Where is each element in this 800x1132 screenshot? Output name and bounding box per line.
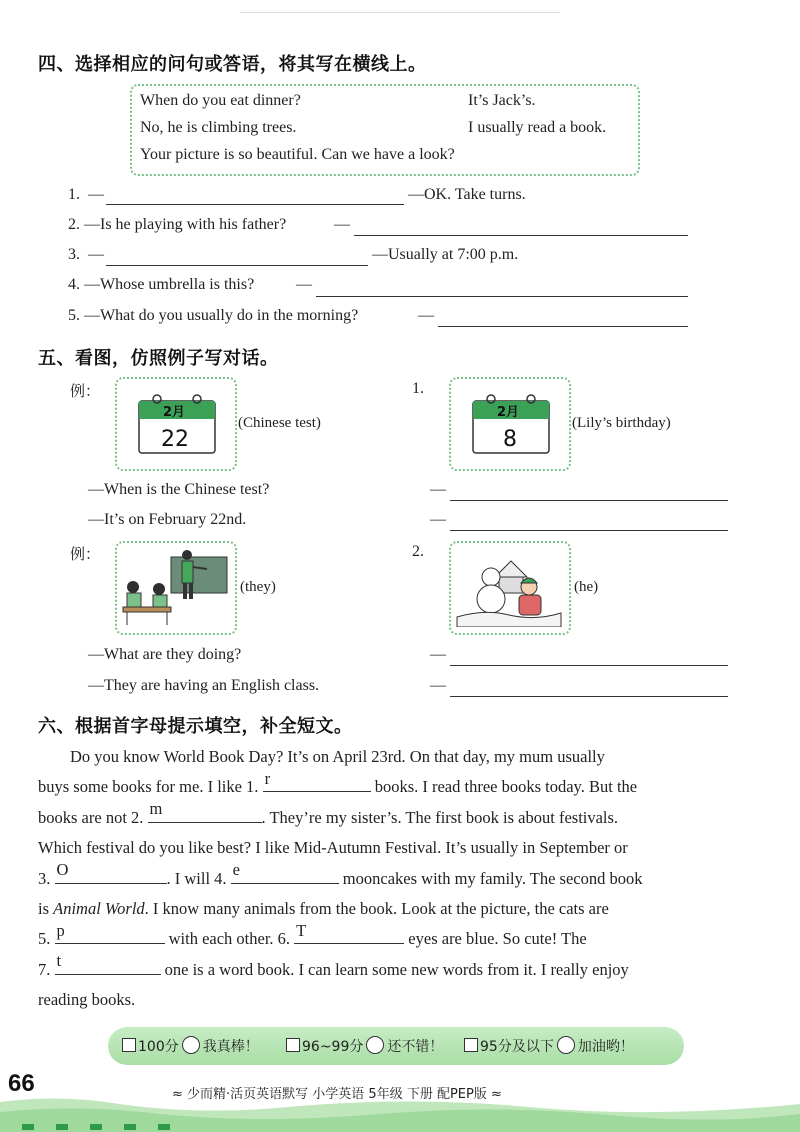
question2-picture-box [449,541,571,635]
q4-text: 4. —Whose umbrella is this? [68,276,255,293]
self-assessment-bar [108,1027,684,1065]
blank-7[interactable] [55,951,161,975]
q5-answer-line[interactable] [438,326,688,327]
passage-text: books. I read three books today. But the [374,777,638,797]
passage-text: mooncakes with my family. The second book [342,868,643,888]
section5-title: 五、看图，仿照例子写对话。 [38,348,279,369]
q3-answer-line[interactable] [106,265,368,266]
question1-month: 2月 [497,405,520,420]
option-3: No, he is climbing trees. [140,119,297,136]
option-2: It’s Jack’s. [468,92,536,109]
blank-6-hint: T [296,920,307,940]
passage-text: 5. [38,929,51,949]
score-checkbox-1[interactable] [122,1038,136,1052]
q1-dash: — [88,186,104,203]
answer2b-line[interactable] [450,696,728,697]
option-1: When do you eat dinner? [140,92,301,109]
blank-1[interactable] [263,768,371,792]
page-number: 66 [8,1070,35,1097]
passage-line-7 [38,920,730,954]
example2-question: —What are they doing? [88,646,242,663]
cheer-face-icon [557,1036,575,1054]
score-option-2 [286,1036,443,1056]
passage-line-2 [38,768,730,802]
q2-text: 2. —Is he playing with his father? [68,216,287,233]
q5-dash: — [418,307,434,324]
example2-answer: —They are having an English class. [88,677,320,694]
passage-line-9: reading books. [38,990,136,1010]
passage-line-1: Do you know World Book Day? It’s on April 23rd. On that day, my mum usually [70,747,605,766]
option-5: Your picture is so beautiful. Can we have a look? [140,146,455,163]
passage-text: . I will 4. [166,868,227,888]
passage-text: is [38,898,50,918]
score-2-label: 96~99分 [302,1039,364,1055]
answer2a-line[interactable] [450,665,728,666]
passage-text: eyes are blue. So cute! The [408,929,587,949]
question1-label: 1. [412,380,424,397]
q4-dash: — [296,276,312,293]
blank-1-hint: r [264,768,271,788]
passage [38,742,730,1016]
question2-caption: (he) [574,579,599,595]
passage-line-4: Which festival do you like best? I like Mid-Autumn Festival. It’s usually in September or [38,838,628,858]
q4-answer-line[interactable] [316,296,688,297]
passage-line-6 [38,894,730,924]
passage-text: one is a word book. I can learn some new words from it. I really enjoy [164,959,629,979]
answer2a-dash: — [430,646,446,663]
answer1a-line[interactable] [450,500,728,501]
q5-text: 5. —What do you usually do in the morning? [68,307,359,324]
score-1-label: 100分 [138,1039,179,1055]
example1-day: 22 [161,427,189,452]
blank-2-hint: m [149,799,163,819]
q3-response: —Usually at 7:00 p.m. [372,246,519,263]
smile-icon [182,1036,200,1054]
answer2b-dash: — [430,677,446,694]
section4-title: 四、选择相应的问句或答语，将其写在横线上。 [38,54,427,75]
passage-line-5 [38,860,730,894]
example1-caption: (Chinese test) [238,415,321,431]
blank-2[interactable] [148,799,262,823]
example2-caption: (they) [240,579,276,595]
q3-dash: — [88,246,104,263]
blank-4-hint: e [232,860,240,880]
answer1b-dash: — [430,511,446,528]
passage-text: . They’re my sister’s. The first book is about festivals. [261,807,619,827]
answer1a-dash: — [430,481,446,498]
example1-month: 2月 [163,405,186,420]
example1-picture-box [115,377,237,471]
example1-label: 例： [70,382,101,400]
q1-number: 1. [68,186,80,203]
score-option-3 [464,1036,634,1056]
score-checkbox-3[interactable] [464,1038,478,1052]
passage-text: books are not 2. [38,807,144,827]
example1-question: —When is the Chinese test? [88,481,270,498]
option-4: I usually read a book. [468,119,607,136]
blank-7-hint: t [56,951,62,971]
passage-text: buys some books for me. I like 1. [38,777,259,797]
section6-title: 六、根据首字母提示填空，补全短文。 [38,716,353,737]
q2-answer-line[interactable] [354,235,688,236]
answer1b-line[interactable] [450,530,728,531]
score-1-praise: 我真棒！ [202,1039,259,1055]
passage-text: with each other. 6. [168,929,291,949]
score-2-praise: 还不错！ [387,1039,444,1055]
book-title: Animal World [53,898,145,918]
blank-5[interactable] [55,920,165,944]
blank-5-hint: p [56,920,65,940]
q1-response: —OK. Take turns. [408,186,526,203]
question1-picture-box [449,377,571,471]
question1-day: 8 [503,427,517,452]
options-box [130,84,640,176]
passage-text: . I know many animals from the book. Look at the picture, the cats are [144,898,609,918]
question1-caption: (Lily’s birthday) [572,415,671,431]
q1-answer-line[interactable] [106,204,404,205]
score-option-1 [122,1036,259,1056]
q3-number: 3. [68,246,80,263]
blank-3-hint: O [56,860,69,880]
passage-line-3 [38,799,730,833]
example2-label: 例： [70,545,101,563]
question2-label: 2. [412,543,424,560]
example1-answer: —It’s on February 22nd. [88,511,247,528]
q2-dash: — [334,216,350,233]
passage-text: 7. [38,959,51,979]
passage-line-8 [38,951,730,985]
example2-picture-box [115,541,237,635]
blank-6[interactable] [294,920,404,944]
score-checkbox-2[interactable] [286,1038,300,1052]
blank-4[interactable] [231,860,339,884]
neutral-face-icon [366,1036,384,1054]
score-3-praise: 加油哟！ [577,1039,634,1055]
blank-3[interactable] [55,860,167,884]
passage-text: 3. [38,868,51,888]
series-info: ≈ 少而精·活页英语默写 小学英语 5年级 下册 配PEP版 ≈ [172,1087,502,1102]
score-3-label: 95分及以下 [480,1039,554,1055]
bottom-wave-decoration [0,1096,800,1132]
top-rule [240,12,560,13]
classroom-picture [121,547,229,627]
snowman-picture [455,547,563,627]
